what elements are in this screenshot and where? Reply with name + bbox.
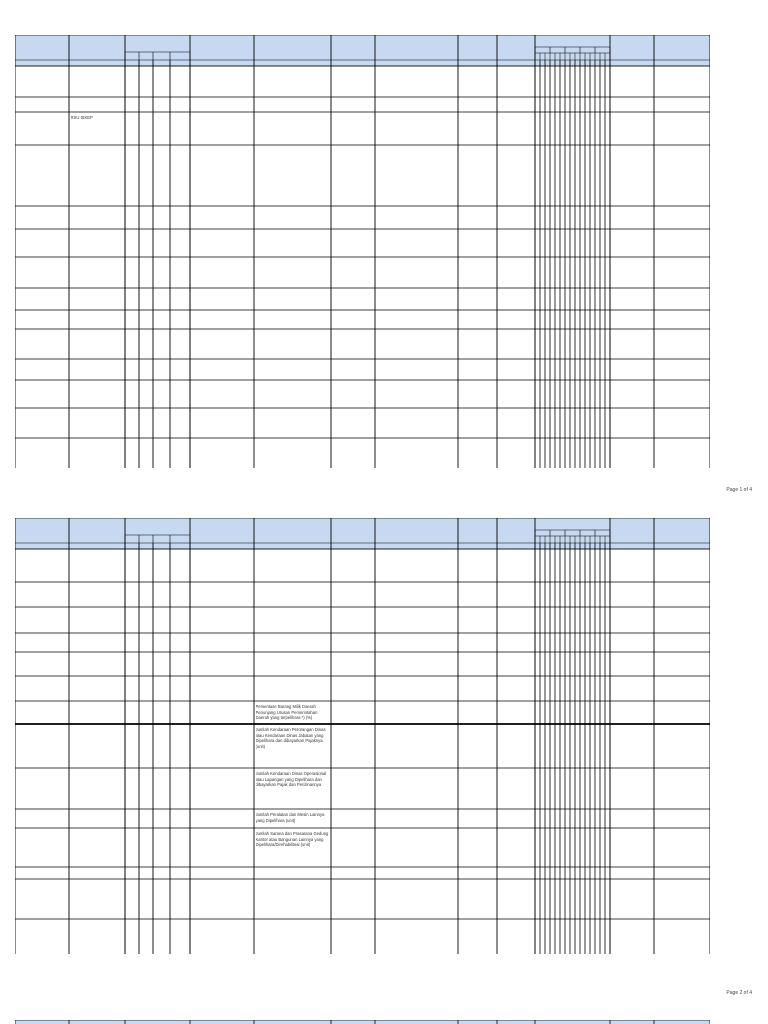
table-cell-text: RSU SIKEP xyxy=(70,115,93,120)
sheet-page-1 xyxy=(15,35,710,468)
header-band xyxy=(15,518,710,549)
header-band xyxy=(15,1020,710,1024)
table-cell-text: Jumlah Kendaraan Dinas Operasional atau Lapangan yang Dipelihara dan dibayarkan Pajak dan Perizinannya xyxy=(255,771,327,788)
header-band xyxy=(15,35,710,66)
table-cell-text: Jumlah Sarana dan Prasarana Gedung Kantor atau Bangunan Lainnya yang Dipelihara/Direhabilitasi (unit) xyxy=(255,831,329,848)
table-grid-page-3 xyxy=(15,1020,710,1024)
table-grid-page-1 xyxy=(15,35,710,468)
page-number-2: Page 2 of 4 xyxy=(726,990,752,996)
page-number-1: Page 1 of 4 xyxy=(726,487,752,493)
sheet-page-3 xyxy=(15,1020,710,1024)
table-cell-text: Persentase Barang Milik Daerah Penunjang Urusan Pemerintahan Daerah yang terpelihara *) (%) xyxy=(255,704,318,721)
table-cell-text: Jumlah Peralatan dan Mesin Lainnya yang Dipelihara (unit) xyxy=(255,812,325,823)
table-grid-page-2 xyxy=(15,518,710,954)
sheet-page-2 xyxy=(15,518,710,954)
table-cell-text: Jumlah Kendaraan Perorangan Dinas atau Kendaraan Dinas Jabatan yang Dipelihara dan dibayarkan Pajaknya (unit) xyxy=(255,727,326,749)
